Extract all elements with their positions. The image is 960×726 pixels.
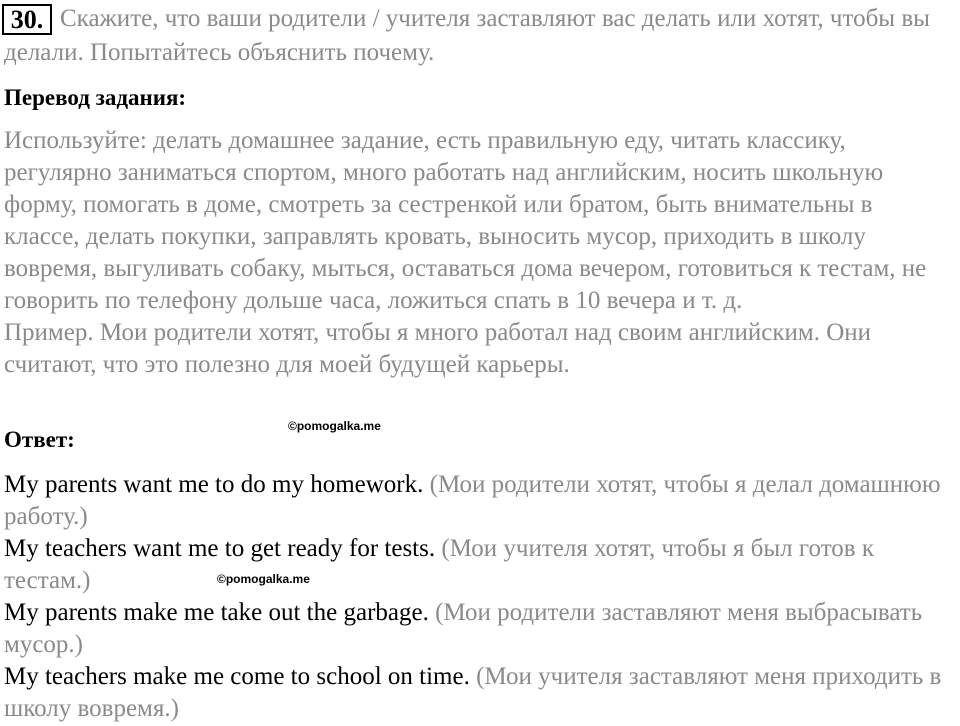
answer-russian: (Мои учителя заставляют меня приходить в школу вовремя.): [4, 663, 942, 722]
watermark: ©pomogalka.me: [288, 419, 381, 433]
answer-english: My teachers want me to get ready for tests.: [4, 535, 436, 562]
translation-block: [4, 125, 954, 381]
translation-text: Используйте: делать домашнее задание, есть правильную еду, читать классику, регулярно заниматься спортом, много работать над английским, носить школьную форму, помогать в доме, смотреть за сестренкой или братом, быть внимательны в классе, делать покупки, заправлять кровать, выносить мусор, приходить в школу вовремя, выгуливать собаку, мыться, оставаться дома вечером, готовиться к тестам, не говорить по телефону дольше часа, ложиться спать в 10 вечера и т. д.: [4, 127, 927, 314]
answer-english: My parents make me take out the garbage.: [4, 599, 429, 626]
watermark: ©pomogalka.me: [217, 572, 310, 586]
task-text: Скажите, что ваши родители / учителя заставляют вас делать или хотят, чтобы вы делали. Попытайтесь объяснить почему.: [4, 5, 930, 66]
answer-list: [4, 469, 958, 725]
answer-item: [4, 533, 958, 597]
answer-heading: Ответ:: [4, 427, 75, 452]
answer-english: My parents want me to do my homework.: [4, 471, 424, 498]
answer-russian: (Мои родители хотят, чтобы я делал домашнюю работу.): [4, 471, 941, 530]
answer-russian: (Мои учителя хотят, чтобы я был готов к тестам.): [4, 535, 875, 594]
answer-item: [4, 661, 958, 725]
translation-example: Пример. Мои родители хотят, чтобы я много работал над своим английским. Они считают, что это полезно для моей будущей карьеры.: [4, 319, 872, 378]
answer-english: My teachers make me come to school on time.: [4, 663, 470, 690]
answer-item: [4, 597, 958, 661]
answer-russian: (Мои родители заставляют меня выбрасывать мусор.): [4, 599, 923, 658]
translation-heading: Перевод задания:: [4, 85, 187, 110]
answer-item: [4, 469, 958, 533]
task-number: 30.: [2, 4, 52, 35]
